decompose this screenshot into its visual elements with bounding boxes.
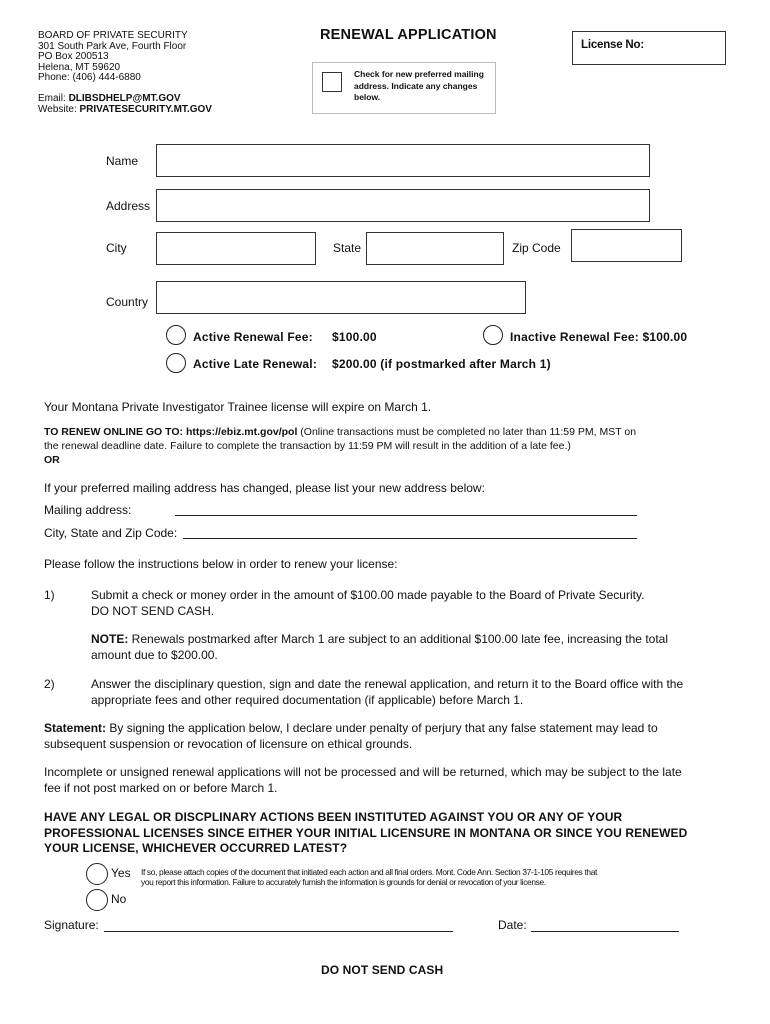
no-label: No [111, 892, 127, 906]
state-label: State [333, 241, 362, 255]
instructions-intro: Please follow the instructions below in order to renew your license: [44, 557, 398, 571]
address-change-intro: If your preferred mailing address has changed, please list your new address below: [44, 481, 485, 495]
name-label: Name [106, 154, 139, 168]
license-number-label: License No: [581, 39, 644, 51]
address-label: Address [106, 199, 151, 213]
online-renewal-notice: TO RENEW ONLINE GO TO: https://ebiz.mt.gov/pol (Online transactions must be completed no later than 11:59 PM, MST on the renewal deadline date. Failure to complete the transaction by 11:59 PM will result in the addition of a late fee.) OR [44, 425, 744, 467]
new-city-state-zip-label: City, State and Zip Code: [44, 526, 178, 540]
signature-label: Signature: [44, 918, 99, 932]
yes-radio[interactable] [86, 863, 108, 885]
step-1-number: 1) [44, 588, 55, 602]
country-label: Country [106, 295, 149, 309]
or-separator: OR [44, 454, 60, 466]
zip-field[interactable] [571, 229, 682, 262]
mailing-change-text: Check for new preferred mailing address. Indicate any changes below. [354, 69, 484, 102]
city-field[interactable] [156, 232, 316, 265]
date-label: Date: [498, 918, 527, 932]
agency-street: 301 South Park Ave, Fourth Floor [38, 40, 187, 52]
late-fee-note: NOTE: Renewals postmarked after March 1 are subject to an additional $100.00 late fee, increasing the total amount due to $200.00. [91, 632, 668, 662]
late-renewal-label: Active Late Renewal: [193, 357, 318, 371]
active-renewal-label: Active Renewal Fee: [193, 330, 313, 344]
country-field[interactable] [156, 281, 526, 314]
new-mailing-address-label: Mailing address: [44, 503, 132, 517]
new-city-state-zip-line[interactable] [183, 538, 637, 539]
late-renewal-radio[interactable] [166, 353, 186, 373]
no-radio[interactable] [86, 889, 108, 911]
inactive-renewal-label: Inactive Renewal Fee: $100.00 [510, 330, 688, 344]
late-renewal-amount: $200.00 (if postmarked after March 1) [332, 357, 551, 371]
zip-label: Zip Code [512, 241, 561, 255]
incomplete-notice: Incomplete or unsigned renewal applications will not be processed and will be returned, which may be subject to the late fee if not post marked on or before March 1. [44, 765, 682, 795]
license-number-field[interactable] [572, 31, 726, 65]
mailing-change-box [312, 62, 496, 114]
footer-no-cash: DO NOT SEND CASH [321, 963, 444, 977]
agency-city: Helena, MT 59620 [38, 61, 121, 73]
name-field[interactable] [156, 144, 650, 177]
state-field[interactable] [366, 232, 504, 265]
expire-notice: Your Montana Private Investigator Trainee license will expire on March 1. [44, 400, 432, 414]
agency-website-link[interactable]: PRIVATESECURITY.MT.GOV [79, 103, 212, 115]
city-label: City [106, 241, 127, 255]
agency-phone: Phone: (406) 444-6880 [38, 72, 141, 84]
agency-name: BOARD OF PRIVATE SECURITY [38, 30, 188, 41]
mailing-change-checkbox[interactable] [322, 72, 342, 92]
online-renewal-link[interactable]: TO RENEW ONLINE GO TO: https://ebiz.mt.gov/pol [44, 426, 298, 438]
perjury-statement: Statement: By signing the application below, I declare under penalty of perjury that any false statement may lead to subsequent suspension or revocation of licensure on ethical grounds. [44, 721, 658, 751]
step-2-text: Answer the disciplinary question, sign and date the renewal application, and return it to the Board office with the appropriate fees and other required documentation (if applicable) before March 1. [91, 677, 684, 707]
agency-email-link[interactable]: DLIBSDHELP@MT.GOV [68, 92, 181, 104]
new-mailing-address-line[interactable] [175, 515, 637, 516]
yes-label: Yes [111, 866, 131, 880]
address-field[interactable] [156, 189, 650, 222]
date-line[interactable] [531, 931, 679, 932]
active-renewal-amount: $100.00 [332, 330, 377, 344]
inactive-renewal-radio[interactable] [483, 325, 503, 345]
active-renewal-radio[interactable] [166, 325, 186, 345]
disciplinary-question: HAVE ANY LEGAL OR DISCPLINARY ACTIONS BEEN INSTITUTED AGAINST YOU OR ANY OF YOUR PROFESSIONAL LICENSES SINCE EITHER YOUR INITIAL LICENSURE IN MONTANA OR SINCE YOU RENEWED YOUR LICENSE, WHICHEVER OCCURRED LATEST? [44, 810, 688, 855]
step-1-text: Submit a check or money order in the amount of $100.00 made payable to the Board of Private Security. DO NOT SEND CASH. [91, 588, 645, 618]
agency-email: Email: DLIBSDHELP@MT.GOV [38, 92, 181, 104]
agency-website: Website: PRIVATESECURITY.MT.GOV [38, 103, 212, 115]
yes-instructions: If so, please attach copies of the document that initiated each action and all final orders. Mont. Code Ann. Section 37-1-105 requires that you report this information. Failure to accurately furnish the information is grounds for denial or revocation of your license. [141, 867, 598, 887]
step-2-number: 2) [44, 677, 55, 691]
form-title: RENEWAL APPLICATION [320, 27, 497, 43]
agency-address-block [38, 31, 212, 115]
agency-po-box: PO Box 200513 [38, 51, 109, 63]
signature-line[interactable] [104, 931, 453, 932]
